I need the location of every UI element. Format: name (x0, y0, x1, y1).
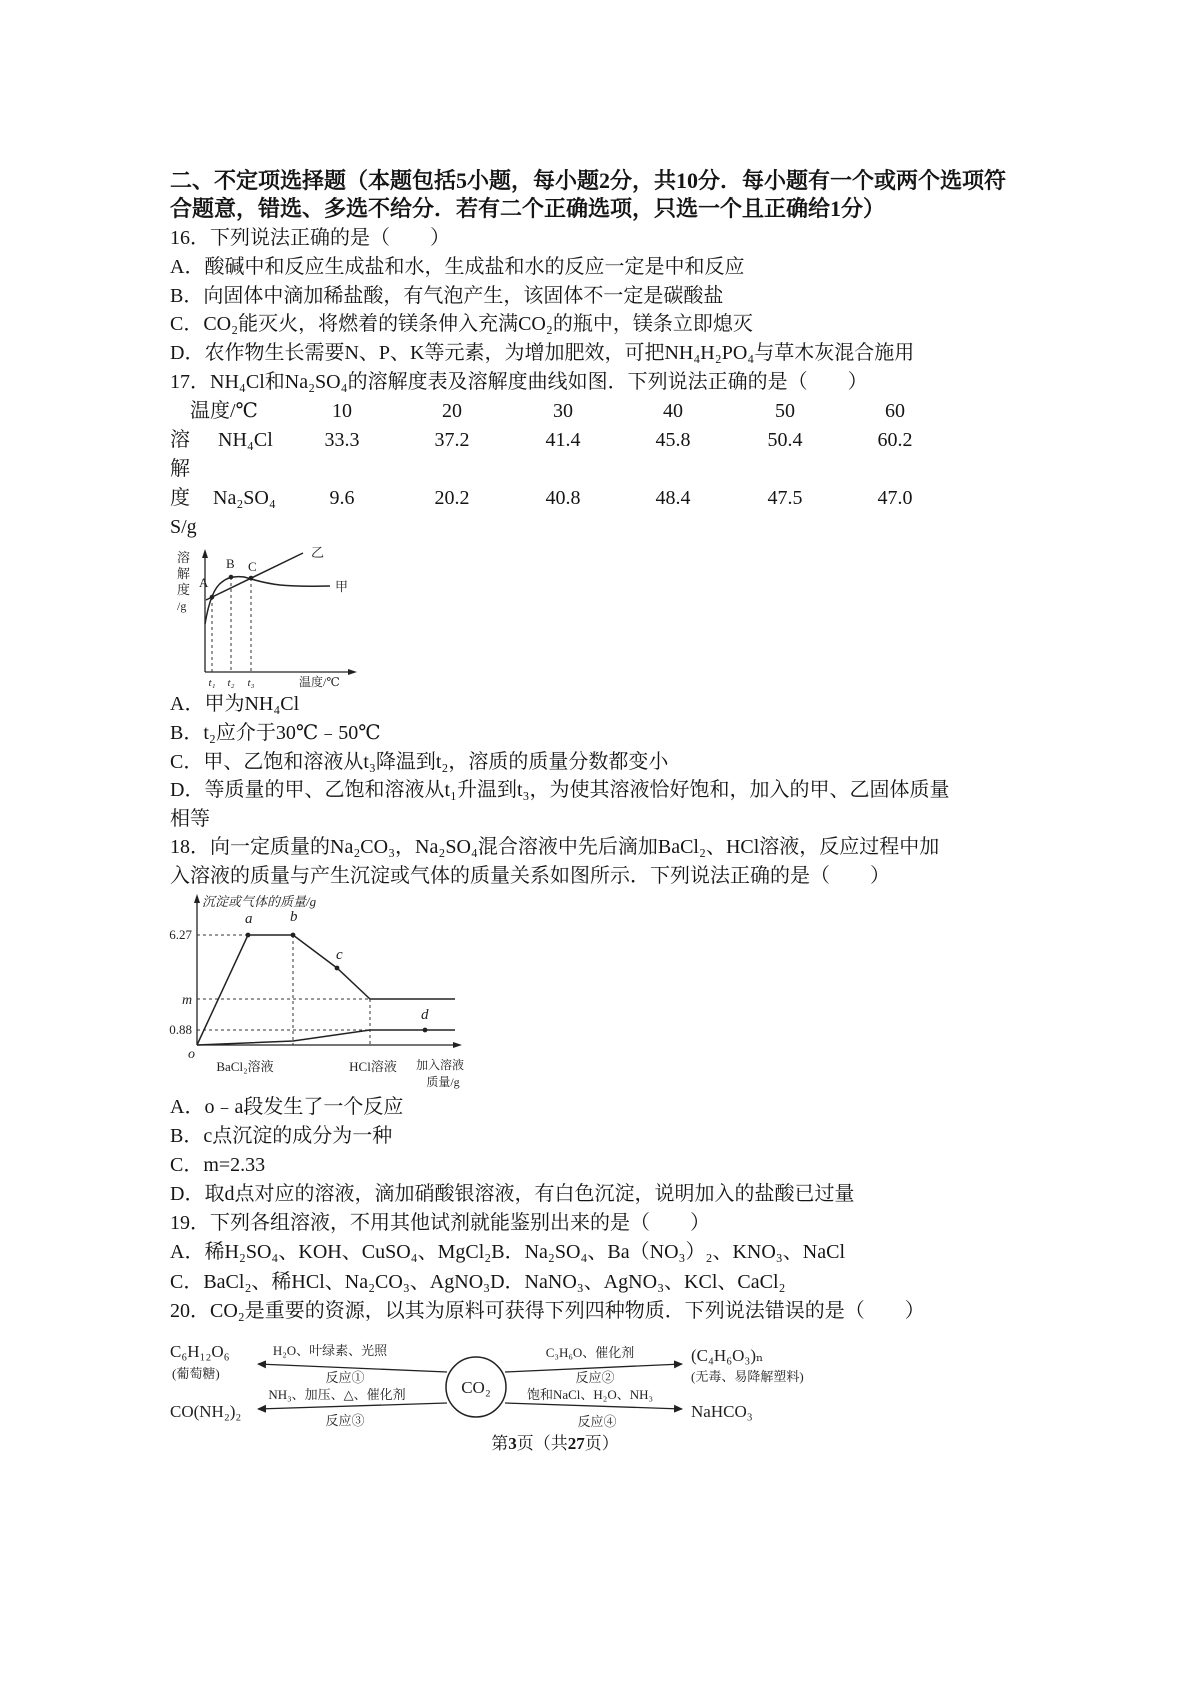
table-cell: 41.4 (545, 429, 581, 451)
section-header-line-1: 二、不定项选择题（本题包括5小题，每小题2分，共10分．每小题有一个或两个选项符 (170, 168, 1007, 193)
q17-option-c: C．甲、乙饱和溶液从t₃降温到t₂，溶质的质量分数都变小 (170, 751, 669, 773)
reaction-3-conditions: NH₃、加压、△、催化剂 (268, 1387, 406, 1402)
co2-center-label: CO₂ (461, 1378, 491, 1397)
reaction-4-conditions: 饱和NaCl、H₂O、NH₃ (526, 1387, 654, 1402)
table-cell: 50.4 (767, 429, 803, 451)
x-axis-arrow (453, 1042, 462, 1048)
curve-label-yi: 乙 (311, 545, 325, 560)
point-label-c: C (248, 559, 257, 574)
point-label-b: B (226, 556, 235, 571)
y-axis-label-char: 溶 (177, 550, 191, 565)
x-axis-arrow (348, 669, 357, 675)
q19-options-ab: A．稀H₂SO₄、KOH、CuSO₄、MgCl₂B．Na₂SO₄、Ba（NO₃）₂、KNO₃、NaCl (170, 1241, 845, 1263)
table-temp-header: 10 (332, 400, 352, 422)
y-tick-label-088: 0.88 (169, 1022, 192, 1037)
footer-prefix: 第 (491, 1434, 509, 1453)
x-segment-bacl2: BaCl₂溶液 (216, 1059, 274, 1074)
product-urea-formula: CO(NH₂)₂ (170, 1402, 242, 1421)
table-cell: 40.8 (545, 487, 581, 509)
q16-option-b: B．向固体中滴加稀盐酸，有气泡产生，该固体不一定是碳酸盐 (170, 285, 724, 307)
point-label-b: b (290, 909, 298, 925)
reaction-4-label: 反应④ (577, 1414, 617, 1429)
footer-total-pages: 27 (567, 1434, 585, 1453)
y-axis-title: 沉淀或气体的质量/g (202, 894, 317, 909)
reaction-2-label: 反应② (575, 1370, 615, 1385)
footer-suffix: 页） (584, 1434, 619, 1453)
q17-option-a: A．甲为NH₄Cl (170, 693, 300, 715)
q18-option-c: C．m=2.33 (170, 1154, 266, 1176)
gas-mass-line (197, 1030, 455, 1045)
tick-label-t2: t₂ (227, 677, 235, 689)
table-cell: 37.2 (434, 429, 470, 451)
q17-option-b: B．t₂应介于30℃﹣50℃ (170, 722, 381, 744)
table-cell: 45.8 (655, 429, 691, 451)
table-cell: 47.5 (767, 487, 803, 509)
table-cell: 33.3 (324, 429, 360, 451)
product-nahco3-formula: NaHCO₃ (691, 1402, 753, 1421)
table-temp-header: 40 (663, 400, 683, 422)
origin-label: o (188, 1047, 195, 1062)
question-18-stem-line-1: 18．向一定质量的Na₂CO₃，Na₂SO₄混合溶液中先后滴加BaCl₂、HCl溶液，反应过程中加 (170, 836, 940, 858)
point-d (423, 1028, 428, 1033)
q18-option-b: B．c点沉淀的成分为一种 (170, 1125, 393, 1147)
q16-option-c: C．CO₂能灭火，将燃着的镁条伸入充满CO₂的瓶中，镁条立即熄灭 (170, 313, 753, 335)
y-tick-label-m: m (182, 993, 193, 1008)
table-temp-header: 20 (442, 400, 462, 422)
y-axis-label-unit: /g (177, 599, 187, 613)
solubility-curve-figure (165, 540, 365, 695)
point-b (229, 575, 234, 580)
curve-label-jia: 甲 (335, 579, 349, 594)
page-footer (455, 1432, 655, 1456)
table-temp-header: 30 (553, 400, 573, 422)
table-cell: 9.6 (329, 487, 355, 509)
point-label-d: d (421, 1007, 429, 1023)
table-cell: 20.2 (434, 487, 470, 509)
y-axis-arrow (194, 894, 200, 903)
point-label-a: a (245, 911, 253, 927)
y-axis-arrow (202, 549, 208, 558)
table-row-name-na2so4: Na₂SO₄ (213, 487, 276, 509)
point-a (246, 933, 251, 938)
product-glucose-formula: C₆H₁₂O₆ (170, 1342, 230, 1361)
point-b (291, 933, 296, 938)
table-side-label-char: 解 (170, 458, 190, 480)
table-temp-label: 温度/℃ (190, 400, 258, 422)
table-cell: 60.2 (877, 429, 913, 451)
q19-options-cd: C．BaCl₂、稀HCl、Na₂CO₃、AgNO₃D．NaNO₃、AgNO₃、KCl、CaCl₂ (170, 1271, 786, 1293)
x-axis-label-line-2: 质量/g (426, 1075, 460, 1089)
arrow-reaction-3 (258, 1403, 447, 1409)
tick-label-t1: t₁ (208, 677, 216, 689)
precipitate-gas-mass-figure (160, 888, 470, 1093)
footer-mid: 页（共 (516, 1434, 568, 1453)
question-20-stem: 20．CO₂是重要的资源，以其为原料可获得下列四种物质．下列说法错误的是（ ） (170, 1300, 925, 1322)
table-side-label-char: 溶 (170, 429, 190, 451)
point-label-c: c (336, 947, 343, 963)
question-17-stem: 17．NH₄Cl和Na₂SO₄的溶解度表及溶解度曲线如图．下列说法正确的是（ ） (170, 371, 868, 393)
x-axis-label: 温度/℃ (299, 675, 340, 689)
y-axis-label-char: 度 (177, 582, 191, 597)
table-cell: 48.4 (655, 487, 691, 509)
q17-option-d: D．等质量的甲、乙饱和溶液从t₁升温到t₃，为使其溶液恰好饱和，加入的甲、乙固体质量 (170, 779, 950, 801)
point-a (210, 595, 215, 600)
question-16-stem: 16．下列说法正确的是（ ） (170, 227, 450, 249)
q18-option-a: A．o﹣a段发生了一个反应 (170, 1096, 404, 1118)
y-axis-label-char: 解 (177, 566, 191, 581)
q16-option-d: D．农作物生长需要N、P、K等元素，为增加肥效，可把NH₄H₂PO₄与草木灰混合施用 (170, 342, 915, 364)
reaction-3-label: 反应③ (325, 1413, 365, 1428)
product-glucose-note: (葡萄糖) (172, 1366, 220, 1381)
q18-option-d: D．取d点对应的溶液，滴加硝酸银溶液，有白色沉淀，说明加入的盐酸已过量 (170, 1183, 855, 1205)
table-temp-header: 50 (775, 400, 795, 422)
curve-jia (205, 577, 330, 624)
tick-label-t3: t₃ (247, 677, 255, 689)
table-temp-header: 60 (885, 400, 905, 422)
table-side-label-char: 度 (170, 487, 190, 509)
reaction-1-conditions: H₂O、叶绿素、光照 (272, 1343, 388, 1358)
x-axis-label-line-1: 加入溶液 (415, 1058, 465, 1072)
x-segment-hcl: HCl溶液 (349, 1059, 397, 1074)
co2-reaction-scheme (160, 1326, 804, 1434)
precipitate-mass-line (197, 935, 455, 1045)
question-18-stem-line-2: 入溶液的质量与产生沉淀或气体的质量关系如图所示．下列说法正确的是（ ） (170, 865, 890, 887)
reaction-2-conditions: C₃H₆O、催化剂 (545, 1345, 635, 1360)
table-row-name-nh4cl: NH₄Cl (218, 429, 273, 451)
product-plastic-formula: (C₄H₆O₃)ₙ (691, 1346, 764, 1365)
point-label-a: A (199, 575, 209, 590)
point-c (249, 576, 254, 581)
footer-page-number: 3 (508, 1434, 517, 1453)
q16-option-a: A．酸碱中和反应生成盐和水，生成盐和水的反应一定是中和反应 (170, 256, 745, 278)
table-cell: 47.0 (877, 487, 913, 509)
section-header-line-2: 合题意，错选、多选不给分．若有二个正确选项，只选一个且正确给1分） (170, 196, 886, 221)
arrow-reaction-4 (505, 1403, 682, 1409)
point-c (335, 966, 340, 971)
y-tick-label-627: 6.27 (169, 927, 192, 942)
table-side-label-unit: S/g (170, 516, 197, 538)
q17-option-d-continued: 相等 (170, 808, 210, 830)
reaction-1-label: 反应① (325, 1370, 365, 1385)
question-19-stem: 19．下列各组溶液，不用其他试剂就能鉴别出来的是（ ） (170, 1212, 710, 1234)
product-plastic-note: (无毒、易降解塑料) (691, 1369, 804, 1384)
